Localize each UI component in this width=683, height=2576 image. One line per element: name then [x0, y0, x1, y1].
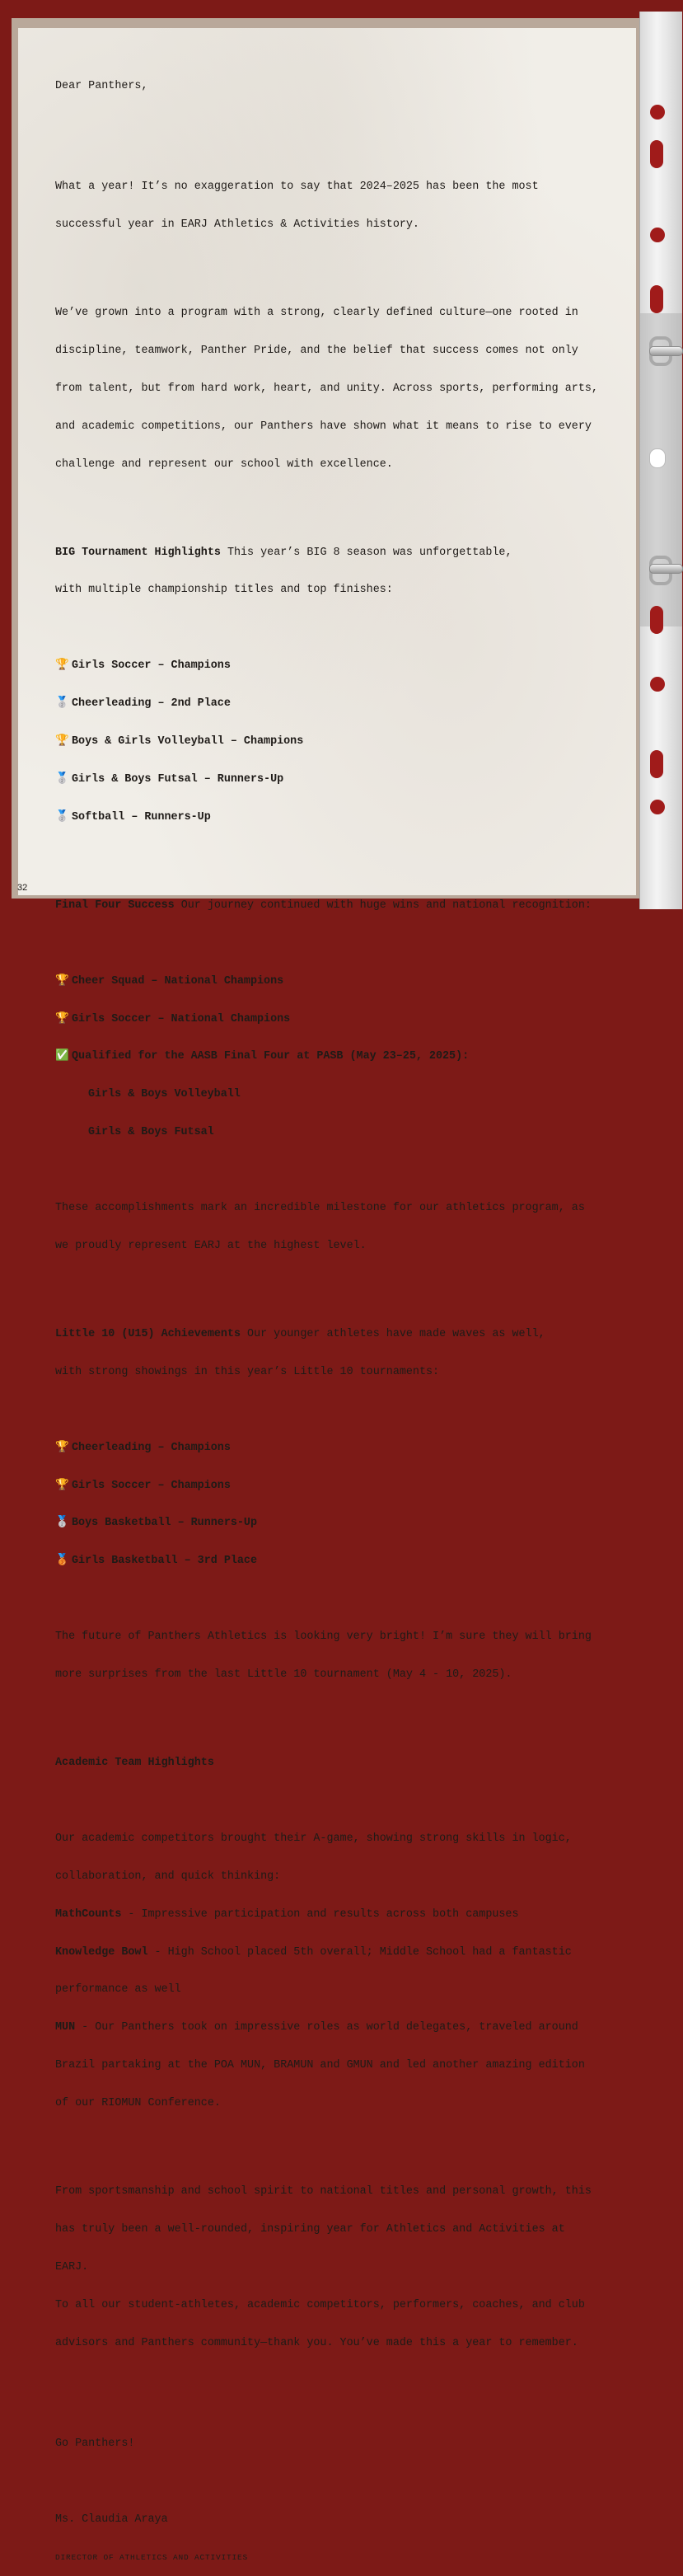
list-item — [55, 1517, 615, 1529]
mun-line2: Brazil partaking at the POA MUN, BRAMUN and GMUN and led another amazing edition — [55, 2059, 585, 2072]
list-item-text: Boys Basketball – Runners-Up — [72, 1517, 257, 1530]
mun-line — [55, 2021, 615, 2034]
mathcounts-label: MathCounts — [55, 1907, 122, 1921]
list-item — [55, 1555, 615, 1567]
binder-hole — [650, 228, 665, 242]
binder-hole — [650, 105, 665, 120]
mathcounts-line — [55, 1908, 615, 1921]
list-item-text: Boys & Girls Volleyball – Champions — [72, 735, 304, 748]
bronze-medal-icon: 🥉 — [55, 1555, 69, 1568]
silver-medal-icon: 🥈 — [55, 697, 69, 711]
culture-line: from talent, but from hard work, heart, and unity. Across sports, performing arts, — [55, 382, 598, 395]
silver-medal-icon: 🥈 — [55, 772, 69, 786]
big8-intro — [55, 547, 615, 559]
little10-closing: more surprises from the last Little 10 tournament (May 4 - 10, 2025). — [55, 1668, 512, 1681]
letter-body — [55, 54, 615, 2576]
academic-intro: collaboration, and quick thinking: — [55, 1870, 281, 1883]
mun-label: MUN — [55, 2021, 76, 2034]
list-item-text: Girls Basketball – 3rd Place — [72, 1555, 257, 1568]
intro-line: What a year! It’s no exaggeration to say that 2024–2025 has been the most — [55, 180, 539, 193]
binder-slot — [650, 285, 663, 313]
little10-intro-line2: with strong showings in this year’s Little 10 tournaments: — [55, 1365, 440, 1378]
big8-intro-line2: with multiple championship titles and top finishes: — [55, 584, 393, 597]
closing-line: EARJ. — [55, 2260, 89, 2273]
sub-list-item-text: Girls & Boys Futsal — [88, 1126, 214, 1139]
final-four-intro — [55, 899, 615, 912]
knowledge-bowl-line — [55, 1946, 615, 1959]
final-four-heading: Final Four Success — [55, 899, 175, 912]
final-four-closing: These accomplishments mark an incredible milestone for our athletics program, as — [55, 1202, 585, 1215]
signature-title: DIRECTOR OF ATHLETICS AND ACTIVITIES — [55, 2552, 249, 2562]
list-item-text: Cheerleading – 2nd Place — [72, 697, 231, 711]
mathcounts-text: - Impressive participation and results across both campuses — [121, 1907, 519, 1921]
sub-list-item-text: Girls & Boys Volleyball — [88, 1088, 241, 1101]
closing-line: has truly been a well-rounded, inspiring year for Athletics and Activities at — [55, 2223, 565, 2236]
binder-ring — [649, 564, 683, 574]
list-item — [55, 1442, 615, 1454]
list-item — [55, 975, 615, 988]
trophy-icon: 🏆 — [55, 1012, 69, 1025]
list-item-text: Softball – Runners-Up — [72, 810, 211, 823]
list-item — [55, 773, 615, 786]
silver-medal-icon: 🥈 — [55, 1517, 69, 1530]
mun-line3: of our RIOMUN Conference. — [55, 2097, 221, 2110]
knowledge-bowl-line2: performance as well — [55, 1983, 181, 1997]
list-item-text: Qualified for the AASB Final Four at PASB (May 23–25, 2025): — [72, 1050, 470, 1063]
binder-ring — [649, 346, 683, 356]
trophy-icon: 🏆 — [55, 1441, 69, 1454]
list-item-text: Girls Soccer – National Champions — [72, 1012, 291, 1025]
list-item-text: Girls & Boys Futsal – Runners-Up — [72, 772, 284, 786]
final-four-intro-text: Our journey continued with huge wins and national recognition: — [174, 899, 592, 912]
list-item-text: Cheer Squad – National Champions — [72, 974, 284, 988]
little10-intro-text: Our younger athletes have made waves as well, — [241, 1327, 545, 1340]
list-item-text: Cheerleading – Champions — [72, 1441, 231, 1454]
binder-hole — [650, 677, 665, 692]
list-item-text: Girls Soccer – Champions — [72, 1479, 231, 1492]
academic-intro: Our academic competitors brought their A-game, showing strong skills in logic, — [55, 1832, 572, 1845]
silver-medal-icon: 🥈 — [55, 810, 69, 823]
list-item — [55, 1050, 615, 1063]
closing-line: To all our student-athletes, academic competitors, performers, coaches, and club — [55, 2298, 585, 2311]
signoff: Go Panthers! — [55, 2438, 135, 2451]
binder-cutout — [649, 448, 666, 468]
little10-heading: Little 10 (U15) Achievements — [55, 1327, 241, 1340]
binder-slot — [650, 140, 663, 168]
final-four-closing: we proudly represent EARJ at the highest level. — [55, 1239, 367, 1252]
binder-slot — [650, 606, 663, 634]
closing-line: advisors and Panthers community—thank you. You’ve made this a year to remember. — [55, 2336, 578, 2349]
sub-list-item — [55, 1126, 615, 1138]
big8-heading: BIG Tournament Highlights — [55, 546, 221, 559]
culture-line: discipline, teamwork, Panther Pride, and the belief that success comes not only — [55, 344, 578, 357]
knowledge-bowl-label: Knowledge Bowl — [55, 1945, 148, 1959]
binder-slot — [650, 750, 663, 778]
trophy-icon: 🏆 — [55, 735, 69, 748]
culture-line: and academic competitions, our Panthers have shown what it means to rise to every — [55, 420, 592, 433]
big8-intro-text: This year’s BIG 8 season was unforgettable, — [220, 546, 512, 559]
mun-text: - Our Panthers took on impressive roles as world delegates, traveled around — [75, 2021, 578, 2034]
list-item — [55, 1480, 615, 1492]
trophy-icon: 🏆 — [55, 659, 69, 673]
academic-heading-text: Academic Team Highlights — [55, 1757, 214, 1770]
signature-name: Ms. Claudia Araya — [55, 2513, 168, 2526]
page-number: 32 — [17, 883, 28, 893]
culture-line: challenge and represent our school with excellence. — [55, 457, 393, 471]
little10-intro — [55, 1328, 615, 1340]
closing-line: From sportsmanship and school spirit to national titles and personal growth, this — [55, 2185, 592, 2198]
culture-line: We’ve grown into a program with a strong, clearly defined culture—one rooted in — [55, 306, 578, 319]
knowledge-bowl-text: - High School placed 5th overall; Middle School had a fantastic — [147, 1945, 572, 1959]
list-item — [55, 1013, 615, 1025]
little10-closing: The future of Panthers Athletics is looking very bright! I’m sure they will bring — [55, 1631, 592, 1644]
list-item — [55, 811, 615, 823]
list-item — [55, 735, 615, 748]
intro-line: successful year in EARJ Athletics & Activities history. — [55, 218, 419, 231]
academic-heading — [55, 1757, 615, 1769]
list-item — [55, 659, 615, 672]
check-mark-icon: ✅ — [55, 1050, 69, 1063]
greeting: Dear Panthers, — [55, 79, 148, 92]
trophy-icon: 🏆 — [55, 1479, 69, 1492]
list-item — [55, 697, 615, 710]
trophy-icon: 🏆 — [55, 974, 69, 988]
binder-hole — [650, 800, 665, 814]
sub-list-item — [55, 1088, 615, 1100]
list-item-text: Girls Soccer – Champions — [72, 659, 231, 673]
